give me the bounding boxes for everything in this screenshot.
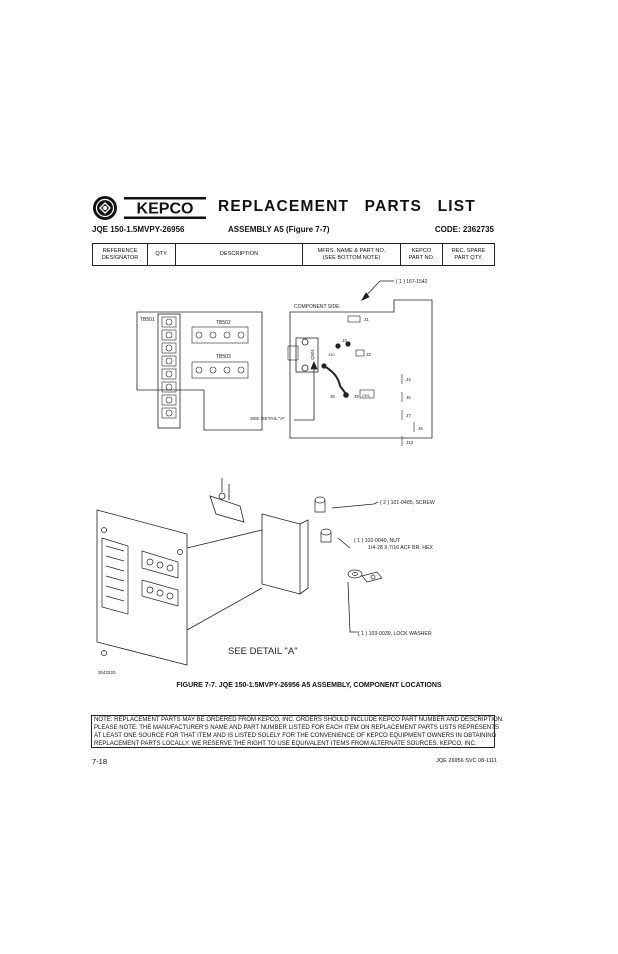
col-kepco-part-no: KEPCO PART NO. bbox=[401, 244, 443, 266]
j1-connector bbox=[348, 316, 360, 322]
detail-a-title: SEE DETAIL "A" bbox=[228, 646, 298, 657]
kepco-wordmark-text: KEPCO bbox=[136, 200, 194, 218]
col-qty: QTY. bbox=[148, 244, 176, 266]
svg-text:J12: J12 bbox=[406, 440, 414, 445]
nut-callout-line2: 1/4-28 X 7/16 ACF BR. HEX bbox=[368, 545, 433, 551]
svg-text:J7: J7 bbox=[406, 413, 411, 418]
j2-connector bbox=[356, 350, 364, 356]
svg-text:J5: J5 bbox=[406, 395, 411, 400]
col-description: DESCRIPTION bbox=[176, 244, 303, 266]
tb503-block bbox=[192, 362, 248, 378]
note-line-1: NOTE: REPLACEMENT PARTS MAY BE ORDERED FROM KEPCO, INC. ORDERS SHOULD INCLUDE KEPCO PART NUMBER AND DESCRIPTION. bbox=[94, 717, 504, 723]
board-part-callout: ( 1 ) 167-1542 bbox=[396, 279, 428, 285]
page-number: 7-18 bbox=[92, 757, 108, 766]
j3-label: J3 bbox=[342, 338, 347, 343]
heatsink-mount bbox=[288, 346, 298, 360]
page-title: REPLACEMENT PARTS LIST bbox=[218, 198, 476, 215]
j1-label: J1 bbox=[364, 317, 369, 322]
col-reference-designator: REFERENCE DESIGNATOR bbox=[93, 244, 148, 266]
nut-callout-line1: ( 1 ) 102-0049, NUT bbox=[354, 538, 401, 544]
kepco-seal-logo bbox=[92, 195, 118, 221]
washer-callout: ( 1 ) 103-0039, LOCK WASHER bbox=[358, 631, 432, 637]
note-line-4: REPLACEMENT PARTS LOCALLY. WE RESERVE THE RIGHT TO USE EQUIVALENT ITEMS FROM ALTERNATE SOURCES. KEPCO, INC. bbox=[94, 741, 477, 747]
screw-callout: ( 2 ) 101-0485, SCREW bbox=[380, 500, 435, 506]
note-line-2: PLEASE NOTE: THE MANUFACTURER'S NAME AND PART NUMBER LISTED FOR EACH ITEM ON REPLACEMENT PARTS LISTS REPRESENTS bbox=[94, 725, 499, 731]
j9-label: J9 bbox=[354, 394, 359, 399]
figure-caption: FIGURE 7-7. JQE 150-1.5MVPY-26956 A5 ASSEMBLY, COMPONENT LOCATIONS bbox=[176, 682, 442, 689]
standoff-rails bbox=[187, 530, 262, 630]
nut-leader bbox=[338, 538, 350, 548]
screw-leader bbox=[332, 502, 378, 508]
cr1-label: CR1 bbox=[362, 393, 371, 398]
parts-list-header-table bbox=[92, 243, 495, 266]
j10-label: J10 bbox=[328, 352, 335, 357]
fan-assembly bbox=[210, 496, 244, 522]
washer-leader bbox=[348, 582, 358, 632]
col-mfrs-name: MFRS. NAME & PART NO. (SEE BOTTOM NOTE) bbox=[303, 244, 401, 266]
j2-label: J2 bbox=[366, 352, 371, 357]
svg-text:J4: J4 bbox=[406, 377, 411, 382]
code-label: CODE: 2362735 bbox=[434, 225, 494, 234]
heatsink-bracket bbox=[262, 514, 300, 594]
detail-a-reference: SEE DETAIL "A" bbox=[250, 417, 286, 422]
front-panel-terminals bbox=[102, 528, 183, 656]
assembly-label: ASSEMBLY A5 (Figure 7-7) bbox=[228, 225, 330, 234]
wire-harness bbox=[324, 366, 346, 394]
q501-label: Q501 bbox=[310, 348, 315, 360]
tb502-label: TB502 bbox=[216, 320, 231, 326]
tb501-terminals bbox=[162, 317, 176, 418]
terminal-board-outline bbox=[137, 312, 262, 430]
tb503-label: TB503 bbox=[216, 354, 231, 360]
drawing-number: 3043320 bbox=[98, 670, 116, 675]
col-rec-spare: REC. SPARE PART QTY. bbox=[443, 244, 495, 266]
svg-text:J6: J6 bbox=[418, 426, 423, 431]
j8-label: J8 bbox=[330, 394, 335, 399]
kepco-wordmark bbox=[124, 197, 206, 219]
assembly-drawing bbox=[92, 270, 512, 680]
tb502-block bbox=[192, 327, 248, 343]
model-number: JQE 150-1.5MVPY-26956 bbox=[92, 225, 185, 234]
jumper-group bbox=[402, 374, 423, 446]
note-line-3: AT LEAST ONE SOURCE FOR THAT ITEM AND IS LISTED SOLELY FOR THE CONVENIENCE OF KEPCO EQUIPMENT OWNERS IN OBTAINING bbox=[94, 733, 497, 739]
replacement-notes-box bbox=[91, 715, 504, 748]
tb501-label: TB501 bbox=[140, 317, 155, 323]
document-code: JQE 26956 SVC 08-1111 bbox=[436, 758, 497, 764]
component-side-label: COMPONENT SIDE bbox=[294, 304, 340, 310]
